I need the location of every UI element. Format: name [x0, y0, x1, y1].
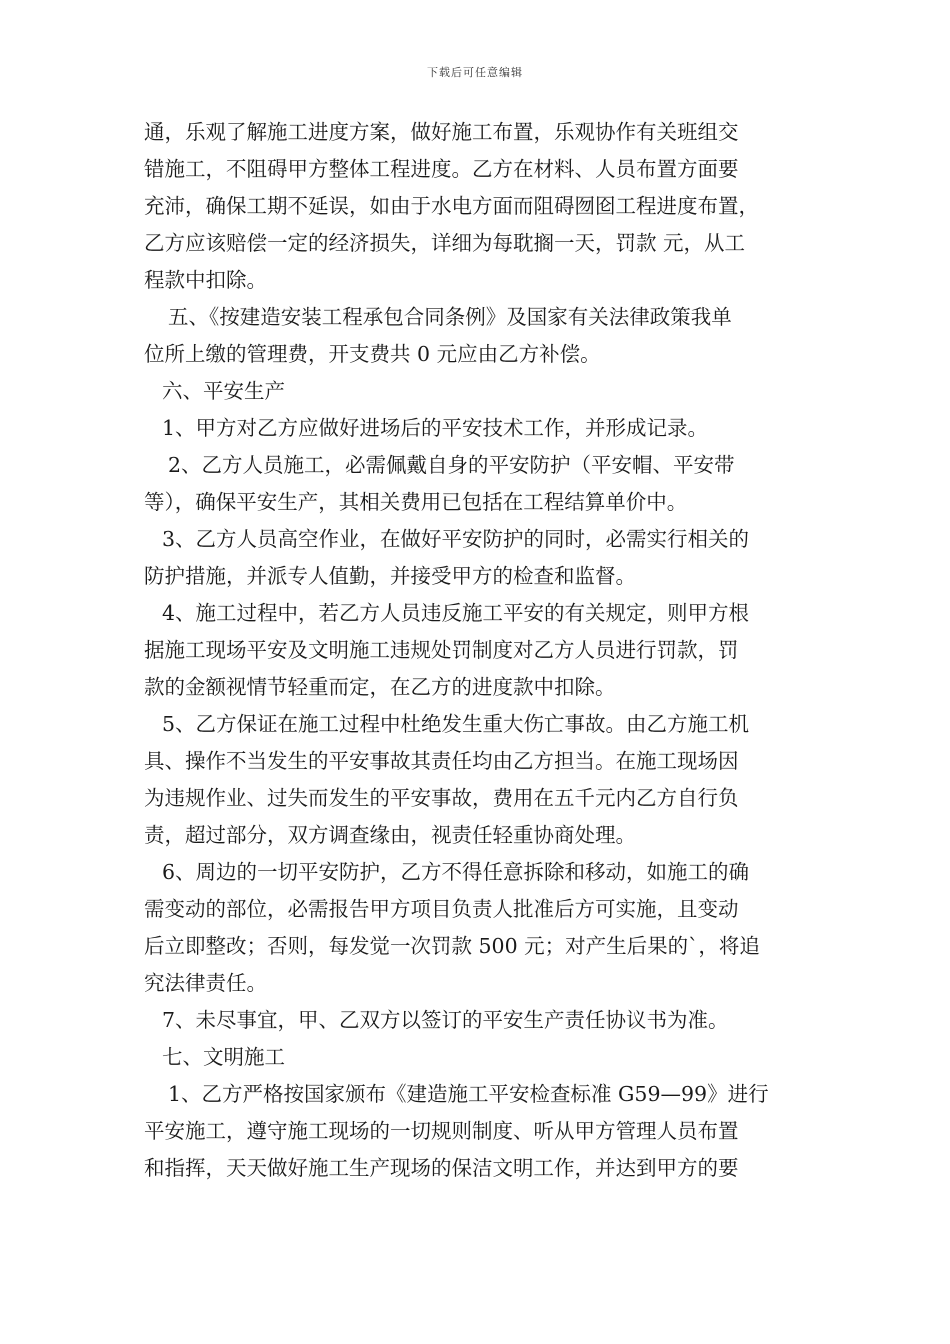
text-line: 六、平安生产 — [162, 379, 285, 403]
text-line: 错施工，不阻碍甲方整体工程进度。乙方在材料、人员布置方面要 — [144, 157, 739, 181]
text-line: 5、乙方保证在施工过程中杜绝发生重大伤亡事故。由乙方施工机 — [162, 712, 750, 736]
text-line: 需变动的部位，必需报告甲方项目负责人批准后方可实施，且变动 — [144, 897, 739, 921]
text-line: 和指挥，天天做好施工生产现场的保洁文明工作，并达到甲方的要 — [144, 1156, 739, 1180]
text-line: 款的金额视情节轻重而定，在乙方的进度款中扣除。 — [144, 675, 616, 699]
text-line: 3、乙方人员高空作业，在做好平安防护的同时，必需实行相关的 — [162, 527, 750, 551]
text-line: 后立即整改；否则，每发觉一次罚款 500 元；对产生后果的`，将追 — [144, 934, 760, 958]
text-line: 通，乐观了解施工进度方案，做好施工布置，乐观协作有关班组交 — [144, 120, 739, 144]
text-line: 七、文明施工 — [162, 1045, 285, 1069]
text-line: 4、施工过程中，若乙方人员违反施工平安的有关规定，则甲方根 — [162, 601, 750, 625]
text-line: 程款中扣除。 — [144, 268, 267, 292]
text-line: 究法律责任。 — [144, 971, 267, 995]
text-line: 7、未尽事宜，甲、乙双方以签订的平安生产责任协议书为准。 — [162, 1008, 729, 1032]
text-line: 等），确保平安生产，其相关费用已包括在工程结算单价中。 — [144, 490, 688, 514]
text-line: 责，超过部分，双方调查缘由，视责任轻重协商处理。 — [144, 823, 636, 847]
text-line: 乙方应该赔偿一定的经济损失，详细为每耽搁一天，罚款 元，从工 — [144, 231, 746, 255]
text-line: 据施工现场平安及文明施工违规处罚制度对乙方人员进行罚款，罚 — [144, 638, 739, 662]
text-line: 6、周边的一切平安防护，乙方不得任意拆除和移动，如施工的确 — [162, 860, 750, 884]
text-line: 平安施工，遵守施工现场的一切规则制度、听从甲方管理人员布置 — [144, 1119, 739, 1143]
text-line: 具、操作不当发生的平安事故其责任均由乙方担当。在施工现场因 — [144, 749, 739, 773]
document-body — [144, 114, 809, 1187]
text-line: 2、乙方人员施工，必需佩戴自身的平安防护（平安帽、平安带 — [168, 453, 735, 477]
text-line: 1、甲方对乙方应做好进场后的平安技术工作，并形成记录。 — [162, 416, 709, 440]
text-line: 1、乙方严格按国家颁布《建造施工平安检查标准 G59—99》进行 — [168, 1082, 769, 1106]
text-line: 防护措施，并派专人值勤，并接受甲方的检查和监督。 — [144, 564, 636, 588]
text-line: 充沛，确保工期不延误，如由于水电方面而阻碍囫囵工程进度布置， — [144, 194, 759, 218]
text-line: 五、《按建造安装工程承包合同条例》及国家有关法律政策我单 — [168, 305, 732, 329]
text-line: 位所上缴的管理费，开支费共 0 元应由乙方补偿。 — [144, 342, 601, 366]
text-line: 为违规作业、过失而发生的平安事故，费用在五千元内乙方自行负 — [144, 786, 739, 810]
page-header: 下载后可任意编辑 — [427, 66, 523, 79]
